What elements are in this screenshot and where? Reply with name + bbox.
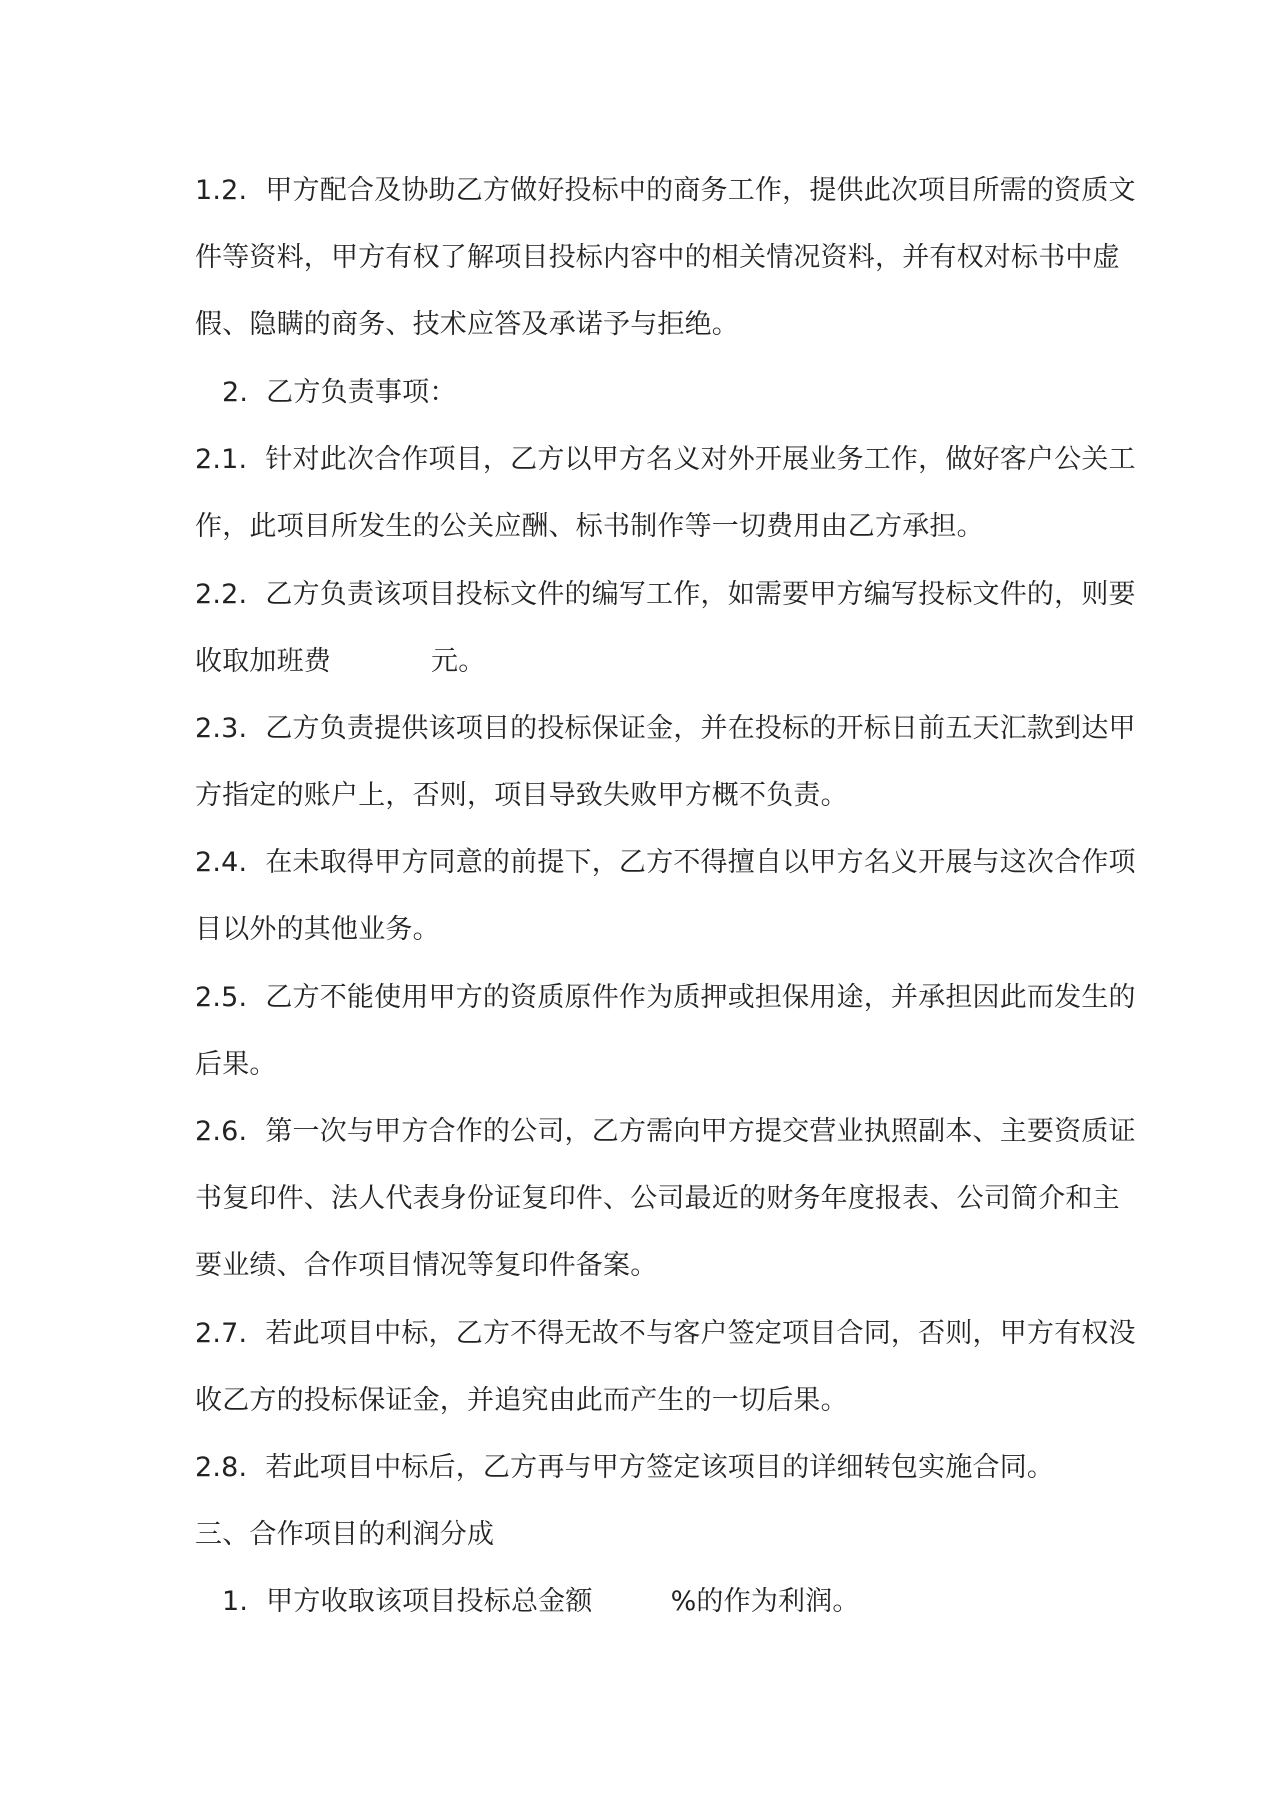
clause-2-3-line-2: 方指定的账户上，否则，项目导致失败甲方概不负责。	[195, 780, 848, 811]
clause-2-4-line-2: 目以外的其他业务。	[195, 914, 440, 945]
clause-2-6-line-2: 书复印件、法人代表身份证复印件、公司最近的财务年度报表、公司简介和主	[195, 1183, 1120, 1214]
clause-3-1-line-1	[222, 1582, 1122, 1622]
clause-text: 乙方不能使用甲方的资质原件作为质押或担保用途，并承担因此而发生的	[265, 982, 1136, 1013]
section-title: 乙方负责事项：	[266, 377, 457, 408]
clause-number: 2.4.	[195, 847, 248, 878]
clause-2-4-line-1	[195, 843, 1136, 883]
clause-2-6-line-3: 要业绩、合作项目情况等复印件备案。	[195, 1250, 658, 1281]
clause-text: 甲方收取该项目投标总金额	[266, 1586, 593, 1617]
clause-1-2-line-2: 件等资料，甲方有权了解项目投标内容中的相关情况资料，并有权对标书中虚	[195, 242, 1120, 273]
clause-number: 2.3.	[195, 713, 248, 744]
clause-text: 甲方配合及协助乙方做好投标中的商务工作，提供此次项目所需的资质文	[265, 175, 1136, 206]
clause-2-1-line-2: 作，此项目所发生的公关应酬、标书制作等一切费用由乙方承担。	[195, 511, 984, 542]
clause-text: 在未取得甲方同意的前提下，乙方不得擅自以甲方名义开展与这次合作项	[265, 847, 1136, 878]
clause-text: 乙方负责提供该项目的投标保证金，并在投标的开标日前五天汇款到达甲	[265, 713, 1136, 744]
clause-number: 2.2.	[195, 579, 248, 610]
clause-2-5-line-2: 后果。	[195, 1049, 277, 1080]
clause-text: 若此项目中标后，乙方再与甲方签定该项目的详细转包实施合同。	[265, 1452, 1055, 1483]
section-number: 2.	[222, 377, 249, 408]
clause-2-6-line-1	[195, 1112, 1136, 1152]
clause-text: 第一次与甲方合作的公司，乙方需向甲方提交营业执照副本、主要资质证	[265, 1116, 1136, 1147]
clause-2-2-line-1	[195, 575, 1136, 615]
clause-number: 2.1.	[195, 444, 248, 475]
clause-2-3-line-1	[195, 709, 1136, 749]
clause-text: 针对此次合作项目，乙方以甲方名义对外开展业务工作，做好客户公关工	[265, 444, 1136, 475]
clause-number: 2.6.	[195, 1116, 248, 1147]
clause-2-5-line-1	[195, 978, 1136, 1018]
clause-2-2-line-2	[195, 642, 1095, 682]
section-2-heading	[222, 373, 1122, 413]
clause-number: 1.2.	[195, 175, 248, 206]
section-3-heading: 三、合作项目的利润分成	[195, 1519, 495, 1550]
clause-text: 若此项目中标，乙方不得无故不与客户签定项目合同，否则，甲方有权没	[265, 1318, 1136, 1349]
clause-text: 收取加班费	[195, 646, 331, 677]
clause-2-7-line-2: 收乙方的投标保证金，并追究由此而产生的一切后果。	[195, 1385, 848, 1416]
clause-number: 1.	[222, 1586, 249, 1617]
clause-2-8-line-1	[195, 1448, 1095, 1488]
clause-number: 2.8.	[195, 1452, 248, 1483]
clause-number: 2.5.	[195, 982, 248, 1013]
clause-text-after-blank: %的作为利润。	[670, 1586, 860, 1617]
clause-2-1-line-1	[195, 440, 1136, 480]
clause-text: 乙方负责该项目投标文件的编写工作，如需要甲方编写投标文件的，则要	[265, 579, 1136, 610]
clause-1-2-line-3: 假、隐瞒的商务、技术应答及承诺予与拒绝。	[195, 309, 739, 340]
clause-text-after-blank: 元。	[431, 646, 486, 677]
clause-number: 2.7.	[195, 1318, 248, 1349]
clause-1-2-line-1	[195, 171, 1136, 211]
clause-2-7-line-1	[195, 1314, 1136, 1354]
